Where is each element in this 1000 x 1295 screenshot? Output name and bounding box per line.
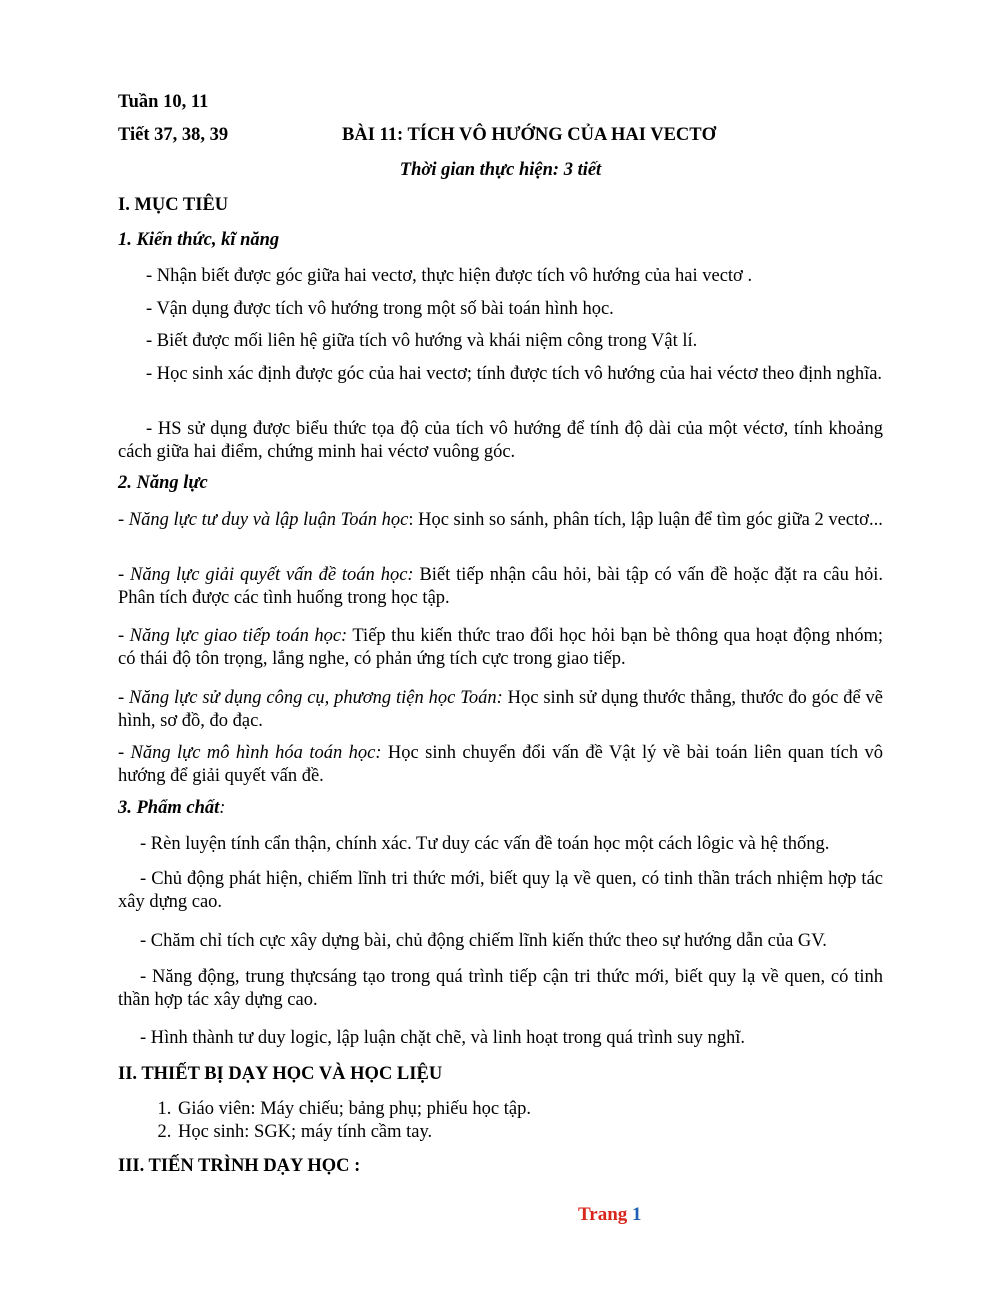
competency-label: - Năng lực giao tiếp toán học: xyxy=(118,626,348,646)
competency-text: : Học sinh so sánh, phân tích, lập luận để tìm góc giữa 2 vectơ... xyxy=(408,510,883,530)
sub2-heading: 2. Năng lực xyxy=(118,473,208,493)
competency-item xyxy=(118,742,883,788)
knowledge-item: - Học sinh xác định được góc của hai vectơ; tính được tích vô hướng của hai véctơ theo định nghĩa. xyxy=(146,364,883,384)
competency-item xyxy=(118,509,883,532)
competency-label: - Năng lực tư duy và lập luận Toán học xyxy=(118,510,409,530)
knowledge-item: - HS sử dụng được biểu thức tọa độ của tích vô hướng để tính độ dài của một véctơ, tính khoảng cách giữa hai điểm, chứng minh hai véctơ vuông góc. xyxy=(118,419,883,462)
competency-label: - Năng lực mô hình hóa toán học: xyxy=(118,743,382,763)
lesson-title: BÀI 11: TÍCH VÔ HƯỚNG CỦA HAI VECTƠ xyxy=(342,125,717,145)
quality-item: - Năng động, trung thựcsáng tạo trong quá trình tiếp cận tri thức mới, biết quy lạ về quen, có tinh thần hợp tác xây dựng cao. xyxy=(118,967,883,1010)
section1-heading: I. MỤC TIÊU xyxy=(118,195,229,215)
competency-item xyxy=(118,687,883,733)
periods-label: Tiết 37, 38, 39 xyxy=(118,125,229,145)
quality-item: - Hình thành tư duy logic, lập luận chặt chẽ, và linh hoạt trong quá trình suy nghĩ. xyxy=(140,1028,745,1048)
sub3-heading: 3. Phẩm chất xyxy=(118,798,220,818)
knowledge-item: - Nhận biết được góc giữa hai vectơ, thực hiện được tích vô hướng của hai vectơ . xyxy=(146,266,753,286)
title-row xyxy=(118,124,883,147)
week-label: Tuần 10, 11 xyxy=(118,92,209,112)
competency-label: - Năng lực giải quyết vấn đề toán học: xyxy=(118,565,414,585)
competency-text: Tiếp thu kiến thức trao đổi học hỏi bạn bè thông qua hoạt động nhóm; có thái độ tôn trọng, lắng nghe, có phản ứng tích cực trong giao tiếp. xyxy=(118,626,883,669)
competency-text: Học sinh sử dụng thước thẳng, thước đo góc để vẽ hình, sơ đồ, đo đạc. xyxy=(118,688,883,731)
competency-text: Học sinh chuyển đổi vấn đề Vật lý về bài toán liên quan tích vô hướng để giải quyết vấn đề. xyxy=(118,743,883,786)
competency-item xyxy=(118,564,883,610)
quality-item: - Chủ động phát hiện, chiếm lĩnh tri thức mới, biết quy lạ về quen, có tinh thần trách nhiệm hợp tác xây dựng cao. xyxy=(118,869,883,912)
page-number-word: Trang xyxy=(578,1204,628,1225)
page-number: 1 xyxy=(632,1204,642,1225)
knowledge-item: - Biết được mối liên hệ giữa tích vô hướng và khái niệm công trong Vật lí. xyxy=(146,331,698,351)
equipment-item: 2. Học sinh: SGK; máy tính cầm tay. xyxy=(176,1121,941,1144)
duration-label: Thời gian thực hiện: 3 tiết xyxy=(399,160,602,180)
competency-item xyxy=(118,625,883,671)
page-footer xyxy=(578,1204,642,1226)
sub3-heading-colon: : xyxy=(219,798,226,818)
section2-heading: II. THIẾT BỊ DẠY HỌC VÀ HỌC LIỆU xyxy=(118,1064,443,1084)
competency-label: - Năng lực sử dụng công cụ, phương tiện học Toán: xyxy=(118,688,503,708)
sub1-heading: 1. Kiến thức, kĩ năng xyxy=(118,230,280,250)
quality-item: - Chăm chỉ tích cực xây dựng bài, chủ động chiếm lĩnh kiến thức theo sự hướng dẫn của GV. xyxy=(140,931,827,951)
section3-heading: III. TIẾN TRÌNH DẠY HỌC : xyxy=(118,1156,361,1176)
knowledge-item: - Vận dụng được tích vô hướng trong một số bài toán hình học. xyxy=(146,299,614,319)
sub3-heading-row xyxy=(118,797,883,820)
quality-item: - Rèn luyện tính cẩn thận, chính xác. Tư duy các vấn đề toán học một cách lôgic và hệ thống. xyxy=(140,834,830,854)
competency-text: Biết tiếp nhận câu hỏi, bài tập có vấn đề hoặc đặt ra câu hỏi. Phân tích được các tình huống trong học tập. xyxy=(118,565,883,608)
equipment-item: 1. Giáo viên: Máy chiếu; bảng phụ; phiếu học tập. xyxy=(176,1098,941,1121)
equipment-list xyxy=(118,1098,941,1144)
